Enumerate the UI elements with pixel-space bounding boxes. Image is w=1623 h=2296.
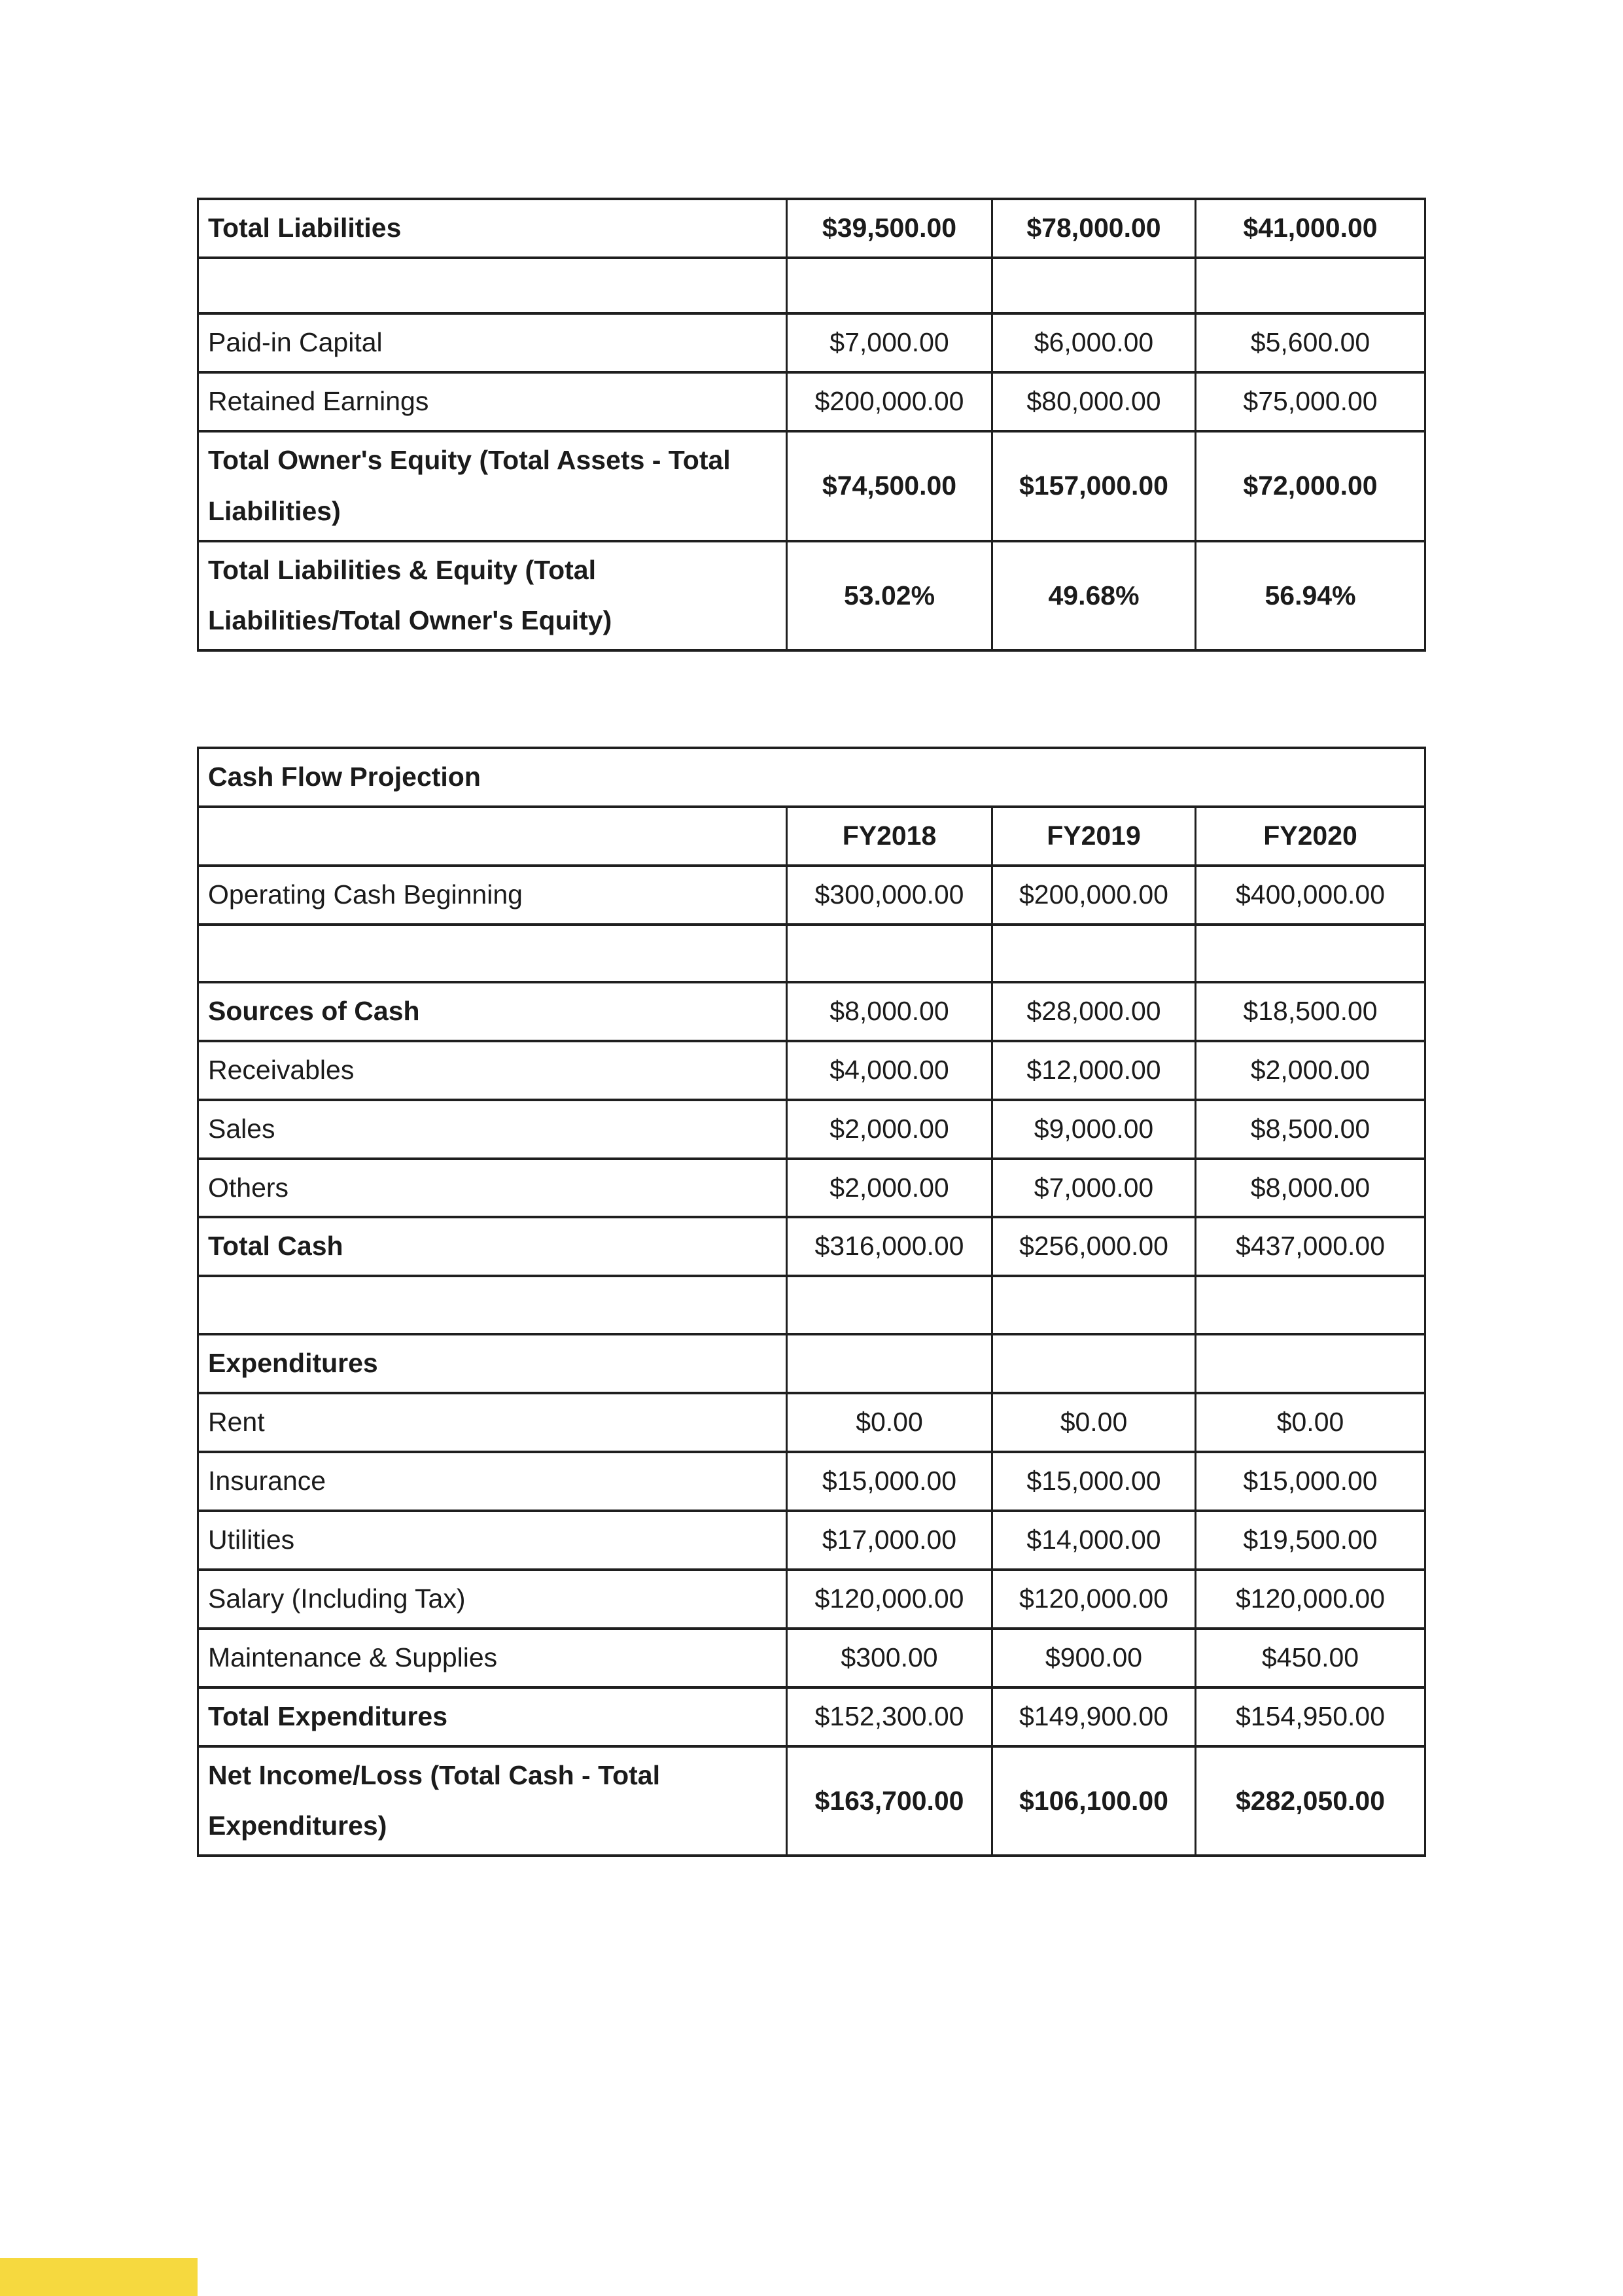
row-label-cell: Maintenance & Supplies: [198, 1629, 787, 1687]
value-cell: [1196, 1334, 1425, 1393]
value-cell: [787, 925, 992, 982]
value-cell: $120,000.00: [1196, 1570, 1425, 1629]
value-cell: $78,000.00: [992, 199, 1196, 258]
value-cell: $437,000.00: [1196, 1217, 1425, 1276]
value-cell: $72,000.00: [1196, 431, 1425, 541]
row-label-cell: Retained Earnings: [198, 372, 787, 431]
value-cell: $18,500.00: [1196, 982, 1425, 1041]
value-cell: 53.02%: [787, 541, 992, 651]
value-cell: [992, 1334, 1196, 1393]
value-cell: [787, 1276, 992, 1334]
value-cell: $256,000.00: [992, 1217, 1196, 1276]
value-cell: [787, 258, 992, 313]
table-row: [198, 431, 1425, 541]
table-row: [198, 866, 1425, 925]
table-row: [198, 1687, 1425, 1746]
value-cell: $400,000.00: [1196, 866, 1425, 925]
value-cell: $282,050.00: [1196, 1746, 1425, 1856]
table-row: [198, 199, 1425, 258]
value-cell: $157,000.00: [992, 431, 1196, 541]
value-cell: $17,000.00: [787, 1511, 992, 1570]
value-cell: $75,000.00: [1196, 372, 1425, 431]
value-cell: $39,500.00: [787, 199, 992, 258]
value-cell: 49.68%: [992, 541, 1196, 651]
row-label-cell: Total Owner's Equity (Total Assets - Total Liabilities): [198, 431, 787, 541]
value-cell: $450.00: [1196, 1629, 1425, 1687]
table-row: [198, 1629, 1425, 1687]
table-row: [198, 1159, 1425, 1218]
table-row: [198, 1100, 1425, 1159]
row-label-cell: Net Income/Loss (Total Cash - Total Expenditures): [198, 1746, 787, 1856]
value-cell: [992, 925, 1196, 982]
table-title-cell: Cash Flow Projection: [198, 748, 1425, 807]
value-cell: $152,300.00: [787, 1687, 992, 1746]
value-cell: $4,000.00: [787, 1041, 992, 1100]
value-cell: $200,000.00: [787, 372, 992, 431]
row-label-cell: [198, 1276, 787, 1334]
table-row: [198, 807, 1425, 866]
table-row: [198, 1334, 1425, 1393]
value-cell: $149,900.00: [992, 1687, 1196, 1746]
row-label-cell: Total Liabilities & Equity (Total Liabilities/Total Owner's Equity): [198, 541, 787, 651]
cash-flow-projection-table: [197, 747, 1426, 1857]
value-cell: $74,500.00: [787, 431, 992, 541]
row-label-cell: [198, 807, 787, 866]
value-cell: $900.00: [992, 1629, 1196, 1687]
table-row: [198, 1452, 1425, 1511]
value-cell: $163,700.00: [787, 1746, 992, 1856]
row-label-cell: Sales: [198, 1100, 787, 1159]
value-cell: FY2020: [1196, 807, 1425, 866]
value-cell: $80,000.00: [992, 372, 1196, 431]
value-cell: $8,000.00: [787, 982, 992, 1041]
row-label-cell: Operating Cash Beginning: [198, 866, 787, 925]
value-cell: FY2019: [992, 807, 1196, 866]
value-cell: $2,000.00: [787, 1159, 992, 1218]
balance-sheet-continuation-table: [197, 198, 1426, 652]
value-cell: $19,500.00: [1196, 1511, 1425, 1570]
row-label-cell: Paid-in Capital: [198, 313, 787, 372]
value-cell: $12,000.00: [992, 1041, 1196, 1100]
row-label-cell: Utilities: [198, 1511, 787, 1570]
table-row: [198, 982, 1425, 1041]
row-label-cell: Receivables: [198, 1041, 787, 1100]
table-row: [198, 258, 1425, 313]
table-row: [198, 1276, 1425, 1334]
value-cell: $6,000.00: [992, 313, 1196, 372]
table-row: [198, 748, 1425, 807]
row-label-cell: Expenditures: [198, 1334, 787, 1393]
value-cell: $14,000.00: [992, 1511, 1196, 1570]
table-row: [198, 1570, 1425, 1629]
accent-bar: [0, 2258, 198, 2296]
table-row: [198, 372, 1425, 431]
value-cell: $41,000.00: [1196, 199, 1425, 258]
value-cell: $9,000.00: [992, 1100, 1196, 1159]
row-label-cell: Others: [198, 1159, 787, 1218]
value-cell: $106,100.00: [992, 1746, 1196, 1856]
row-label-cell: Total Cash: [198, 1217, 787, 1276]
value-cell: $7,000.00: [992, 1159, 1196, 1218]
value-cell: FY2018: [787, 807, 992, 866]
value-cell: $0.00: [992, 1393, 1196, 1452]
row-label-cell: Sources of Cash: [198, 982, 787, 1041]
value-cell: [1196, 1276, 1425, 1334]
row-label-cell: [198, 925, 787, 982]
value-cell: $120,000.00: [992, 1570, 1196, 1629]
value-cell: $300,000.00: [787, 866, 992, 925]
value-cell: $15,000.00: [1196, 1452, 1425, 1511]
table-row: [198, 541, 1425, 651]
value-cell: [992, 1276, 1196, 1334]
table-row: [198, 1393, 1425, 1452]
table-row: [198, 1746, 1425, 1856]
value-cell: $0.00: [787, 1393, 992, 1452]
value-cell: $28,000.00: [992, 982, 1196, 1041]
table-row: [198, 1511, 1425, 1570]
value-cell: $2,000.00: [1196, 1041, 1425, 1100]
value-cell: $7,000.00: [787, 313, 992, 372]
row-label-cell: [198, 258, 787, 313]
value-cell: $200,000.00: [992, 866, 1196, 925]
row-label-cell: Insurance: [198, 1452, 787, 1511]
value-cell: [992, 258, 1196, 313]
value-cell: [787, 1334, 992, 1393]
row-label-cell: Salary (Including Tax): [198, 1570, 787, 1629]
table-row: [198, 313, 1425, 372]
value-cell: $120,000.00: [787, 1570, 992, 1629]
row-label-cell: Total Expenditures: [198, 1687, 787, 1746]
table-row: [198, 925, 1425, 982]
value-cell: $154,950.00: [1196, 1687, 1425, 1746]
table-row: [198, 1217, 1425, 1276]
value-cell: [1196, 925, 1425, 982]
value-cell: $5,600.00: [1196, 313, 1425, 372]
value-cell: $8,000.00: [1196, 1159, 1425, 1218]
value-cell: [1196, 258, 1425, 313]
table-row: [198, 1041, 1425, 1100]
value-cell: $15,000.00: [787, 1452, 992, 1511]
value-cell: $316,000.00: [787, 1217, 992, 1276]
value-cell: 56.94%: [1196, 541, 1425, 651]
value-cell: $15,000.00: [992, 1452, 1196, 1511]
row-label-cell: Rent: [198, 1393, 787, 1452]
value-cell: $8,500.00: [1196, 1100, 1425, 1159]
value-cell: $300.00: [787, 1629, 992, 1687]
value-cell: $0.00: [1196, 1393, 1425, 1452]
value-cell: $2,000.00: [787, 1100, 992, 1159]
row-label-cell: Total Liabilities: [198, 199, 787, 258]
